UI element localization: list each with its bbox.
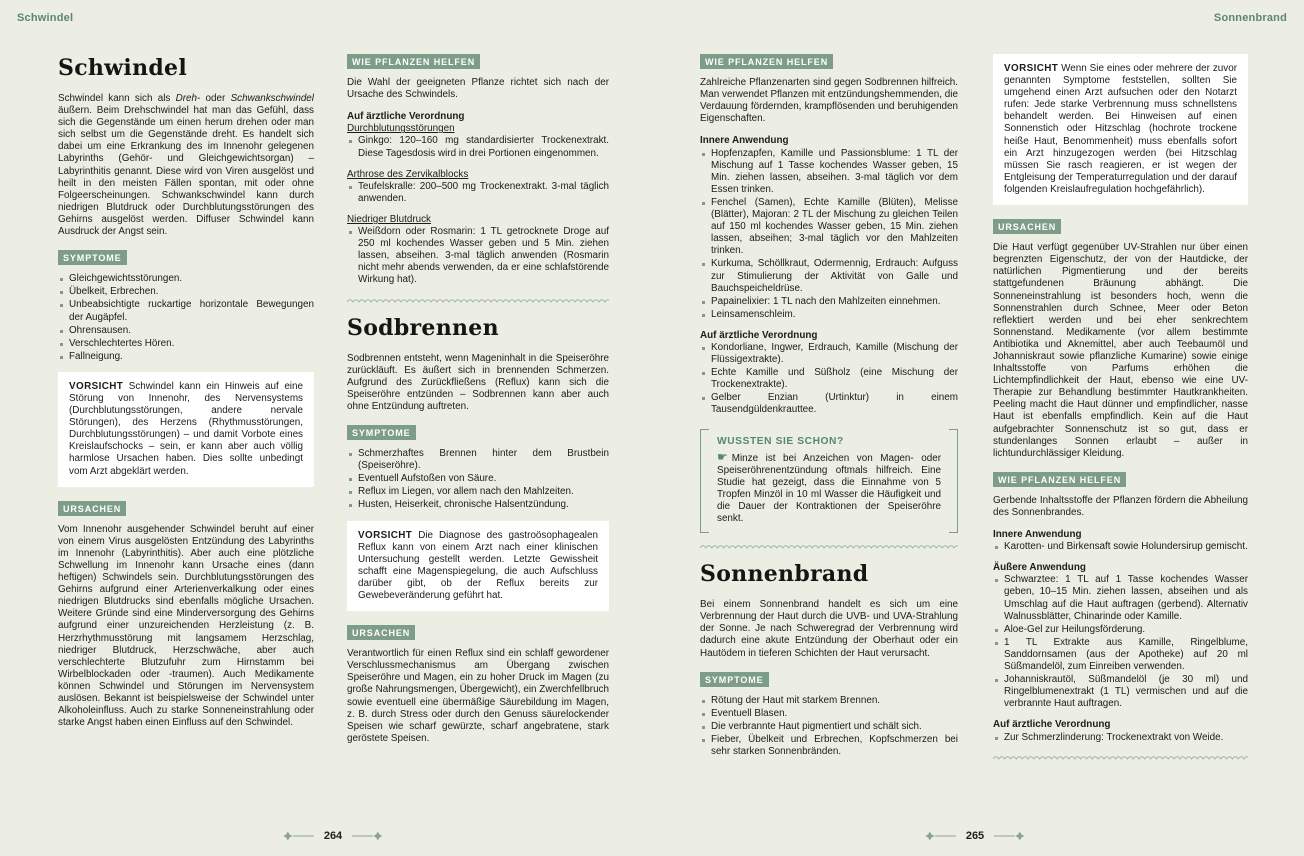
column-sonnenbrand-2	[993, 52, 1248, 812]
section-label-ursachen: URSACHEN	[993, 219, 1061, 234]
manicule-icon: ☛	[717, 449, 728, 464]
footer-ornament-icon	[283, 831, 315, 841]
caution-label: VORSICHT	[358, 529, 413, 541]
list-item: Schmerzhaftes Brennen hinter dem Brustbein (Speiseröhre).	[347, 448, 609, 472]
caution-label: VORSICHT	[1004, 63, 1059, 74]
running-head-right: Sonnenbrand	[1213, 12, 1287, 24]
section-label-wie-pflanzen-helfen: WIE PFLANZEN HELFEN	[993, 472, 1126, 487]
list-item: Hopfenzapfen, Kamille und Passionsblume: 1 TL der Mischung auf 1 Tasse kochendes Wasser geben, 15 Min. ziehen lassen, abseihen. 3-mal täglich vor dem Essen trinken.	[700, 148, 958, 196]
list-item: Gelber Enzian (Urtinktur) in einem Tausendgüldenkrauttee.	[700, 392, 958, 416]
page-footer-right	[925, 830, 1025, 842]
caution-label: VORSICHT	[69, 380, 124, 392]
sodbrennen-intro: Sodbrennen entsteht, wenn Mageninhalt in die Speiseröhre zurückläuft. Es äußert sich in brennenden Schmerzen. Aufgrund des Zurückfließens (Reflux) kann sich die Speiseröhre entzünden – Sodbrennen kann aber auch ohne Entzündung auftreten.	[347, 352, 609, 412]
wavy-divider	[347, 297, 609, 304]
remedy-list	[347, 226, 609, 286]
list-item: Weißdorn oder Rosmarin: 1 TL getrocknete Droge auf 250 ml kochendes Wasser geben und 5 Min. ziehen lassen, abseihen. 3-mal täglich anwenden (Rosmarin nicht mehr abends verwenden, da er eine schlafstörende Wirkung hat).	[347, 226, 609, 286]
intro-italic-schwank: Schwankschwindel	[230, 93, 314, 104]
list-item: Aloe-Gel zur Heilungsförderung.	[993, 624, 1248, 636]
list-item: Schwarztee: 1 TL auf 1 Tasse kochendes Wasser geben, 10–15 Min. ziehen lassen, abseihen und als Umschlag auf die Haut auftragen (gerbend). Alternativ Walnussblätter, Chinarinde oder Kamille.	[993, 574, 1248, 622]
column-schwindel-2	[347, 52, 609, 812]
list-item: Rötung der Haut mit starkem Brennen.	[700, 695, 958, 707]
did-you-know-title: WUSSTEN SIE SCHON?	[717, 435, 844, 447]
entry-title-sonnenbrand: Sonnenbrand	[700, 561, 869, 588]
page-number: 264	[323, 830, 343, 842]
list-item: Verschlechtertes Hören.	[58, 338, 314, 350]
sonnenbrand-intro: Bei einem Sonnenbrand handelt es sich um eine Verbrennung der Haut durch die UVB- und UVA-Strahlung der Sonne. Je nach Schweregrad der Verbrennung wird dadurch eine akute Entzündung der Oberhaut oder ein Hautödem in tieferen Schichten der Haut verursacht.	[700, 599, 958, 659]
list-item: 1 TL Extrakte aus Kamille, Ringelblume, Sanddornsamen (aus der Apotheke) auf 20 ml Süßmandelöl, zum Einreiben verwenden.	[993, 637, 1248, 673]
pflanzen-intro: Die Wahl der geeigneten Pflanze richtet sich nach der Ursache des Schwindels.	[347, 77, 609, 101]
column-sodbrennen-pflanzen	[700, 52, 958, 812]
list-item: Kondorliane, Ingwer, Erdrauch, Kamille (Mischung der Flüssigextrakte).	[700, 342, 958, 366]
ursachen-text: Die Haut verfügt gegenüber UV-Strahlen nur über einen begrenzten Eigenschutz, der von der Hautdicke, der natürlichen Pigmentierung und der bereits stattgefundenen Bräunung abhängt. Die Sonneneinstrahlung ist besonders hoch, wenn die Sonnenstrahlen durch Schnee, Meer oder Beton reflektiert werden und bei eher senkrechtem Sonnenstand. Medikamente (vor allem bestimmte Antibiotika und Aknemittel, aber auch Teebaumöl und Johanniskraut sowie pflanzliche Kumarine) sowie einige Inhaltsstoffe von Parfums erhöhen die Lichtempfindlichkeit der Haut, ebenso wie eine UV-Therapie zur Behandlung bestimmter Hautkrankheiten. Peeling macht die Haut dünner und empfindlicher, nasse Haut ist ebenfalls empfindlich. Kein auf die Haut aufgebrachter Sonnenschutz ist so gut, dass er stundenlanges Sonnen erlaubt – außer in lichtundurchlässiger Kleidung.	[993, 242, 1248, 459]
did-you-know-box	[700, 429, 958, 534]
section-label-symptome: SYMPTOME	[58, 250, 127, 265]
intro-text: äußern. Beim Drehschwindel hat man das Gefühl, dass sich die Gegenstände um einen herum drehen oder man sich selbst um die Gegenstände dreht. Es handelt sich dabei um eine Erkrankung des im Innenohr gelegenen Labyrinths (Gehör- und Gleichgewichtsorgan) – Labyrinthitis genannt. Diese wird von Viren ausgelöst und heilt in den meisten Fällen spontan, mit oder ohne Folgeerscheinungen. Schwankschwindel kann durch niedrigen Blutdruck oder Durchblutungsstörungen des Gehirns ausgelöst werden. Diffuser Schwindel kann Ausdruck der Angst sein.	[58, 105, 314, 238]
remedy-list	[347, 135, 609, 159]
list-item: Papainelixier: 1 TL nach den Mahlzeiten einnehmen.	[700, 296, 958, 308]
symptome-list	[700, 695, 958, 758]
caution-text: Wenn Sie eines oder mehrere der zuvor genannten Symptome feststellen, sollten Sie umgehend einen Arzt aufsuchen oder den Notarzt rufen: Jede starke Verbrennung muss schnellstens behandelt werden. Bei Hinweisen auf einen Sonnenstich oder Hitzschlag (hochrote trockene heiße Haut, Benommenheit) muss ebenfalls sofort ein Arzt hinzugezogen werden (bei Hitzschlag müssen Sie rasch reagieren, er ist wegen der Entgleisung der Temperaturregulation und der darauf folgenden Kreislaufregulation hochgefährlich).	[1004, 63, 1237, 195]
section-label-wie-pflanzen-helfen: WIE PFLANZEN HELFEN	[700, 54, 833, 69]
list-item: Husten, Heiserkeit, chronische Halsentzündung.	[347, 499, 609, 511]
subhead-verordnung: Auf ärztliche Verordnung	[993, 719, 1111, 731]
did-you-know-text	[717, 451, 941, 526]
section-label-ursachen: URSACHEN	[347, 625, 415, 640]
intro-italic-dreh: Dreh-	[175, 93, 201, 104]
ursachen-text: Verantwortlich für einen Reflux sind ein schlaff gewordener Verschlussmechanismus am Übergang zwischen Speiseröhre und Magen, ein zu hoher Druck im Magen (zu große Nahrungsmengen, Übergewicht), ein Zwerchfellbruch sowie eventuell eine übermäßige Säurebildung im Magen, z. B. durch Stress oder durch den Genuss säurelockender Speisen wie scharf gewürzte, scharf angebratene, stark geröstete Speisen.	[347, 648, 609, 744]
pflanzen-intro: Zahlreiche Pflanzenarten sind gegen Sodbrennen hilfreich. Man verwendet Pflanzen mit entzündungshemmenden, die Verdauung fördernden, krampflösenden und beruhigenden Eigenschaften.	[700, 77, 958, 125]
list-item: Karotten- und Birkensaft sowie Holundersirup gemischt.	[993, 541, 1248, 553]
intro-text: Schwindel kann sich als	[58, 93, 176, 104]
list-item: Ginkgo: 120–160 mg standardisierter Trockenextrakt. Diese Tagesdosis wird in drei Portionen eingenommen.	[347, 135, 609, 159]
list-item: Ohrensausen.	[58, 325, 314, 337]
remedy-list	[347, 181, 609, 205]
list-item: Eventuell Aufstoßen von Säure.	[347, 473, 609, 485]
condition-blutdruck: Niedriger Blutdruck	[347, 213, 431, 225]
intro-text: oder	[200, 93, 231, 104]
pflanzen-intro: Gerbende Inhaltsstoffe der Pflanzen fördern die Abheilung des Sonnenbrandes.	[993, 494, 1248, 518]
remedy-list	[993, 541, 1248, 553]
wavy-divider	[993, 754, 1248, 761]
footer-ornament-icon	[351, 831, 383, 841]
list-item: Fieber, Übelkeit und Erbrechen, Kopfschmerzen bei sehr starken Sonnenbränden.	[700, 734, 958, 758]
column-schwindel-1	[58, 52, 314, 812]
page-number: 265	[965, 830, 985, 842]
symptome-list	[347, 448, 609, 511]
list-item: Reflux im Liegen, vor allem nach den Mahlzeiten.	[347, 486, 609, 498]
list-item: Zur Schmerzlinderung: Trockenextrakt von Weide.	[993, 732, 1248, 744]
caution-box	[58, 372, 314, 487]
page-footer-left	[283, 830, 383, 842]
running-head-left: Schwindel	[17, 12, 74, 24]
remedy-list	[993, 732, 1248, 744]
subhead-aeussere-anwendung: Äußere Anwendung	[993, 562, 1086, 574]
list-item: Eventuell Blasen.	[700, 708, 958, 720]
remedy-list	[993, 574, 1248, 710]
remedy-list	[700, 342, 958, 417]
subhead-innere-anwendung: Innere Anwendung	[993, 529, 1082, 541]
list-item: Leinsamenschleim.	[700, 309, 958, 321]
entry-title-sodbrennen: Sodbrennen	[347, 314, 499, 341]
wavy-divider	[700, 543, 958, 550]
list-item: Unbeabsichtigte ruckartige horizontale Bewegungen der Augäpfel.	[58, 299, 314, 323]
footer-ornament-icon	[925, 831, 957, 841]
caution-text: Die Diagnose des gastroösophagealen Reflux kann von einem Arzt nach einer klinischen Untersuchung gestellt werden. Letzte Gewissheit schafft eine Magenspiegelung, die auch Aufschluss darüber gibt, ob der Reflux bereits zur Gewebeveränderung geführt hat.	[358, 529, 598, 601]
subhead-verordnung: Auf ärztliche Verordnung	[347, 111, 465, 123]
schwindel-intro	[58, 93, 314, 238]
entry-title-schwindel: Schwindel	[58, 55, 188, 81]
list-item: Fallneigung.	[58, 351, 314, 363]
section-label-wie-pflanzen-helfen: WIE PFLANZEN HELFEN	[347, 54, 480, 69]
list-item: Die verbrannte Haut pigmentiert und schält sich.	[700, 721, 958, 733]
subhead-verordnung: Auf ärztliche Verordnung	[700, 329, 818, 341]
condition-durchblutung: Durchblutungsstörungen	[347, 123, 455, 135]
section-label-symptome: SYMPTOME	[700, 672, 769, 687]
caution-box	[993, 54, 1248, 205]
list-item: Übelkeit, Erbrechen.	[58, 286, 314, 298]
section-label-ursachen: URSACHEN	[58, 501, 126, 516]
caution-text: Schwindel kann ein Hinweis auf eine Störung von Innenohr, des Nervensystems (Durchblutungsstörungen, andere nervale Störungen), des Herzens (Rhythmusstörungen, Durchblutungsstörungen) – und damit Vorbote eines Kreislaufschocks – sein, er kann aber auch völlig harmlose Ursachen haben. Dies sollte unbedingt vom Arzt abgeklärt werden.	[69, 380, 303, 477]
footer-ornament-icon	[993, 831, 1025, 841]
list-item: Johanniskrautöl, Süßmandelöl (je 30 ml) und Ringelblumenextrakt (1 TL) vermischen und auf die verbrannte Haut auftragen.	[993, 674, 1248, 710]
list-item: Gleichgewichtsstörungen.	[58, 273, 314, 285]
list-item: Teufelskralle: 200–500 mg Trockenextrakt. 3-mal täglich anwenden.	[347, 181, 609, 205]
symptome-list	[58, 273, 314, 363]
caution-box	[347, 521, 609, 612]
bracket-left	[700, 429, 709, 534]
condition-arthrose: Arthrose des Zervikalblocks	[347, 168, 469, 180]
ursachen-text: Vom Innenohr ausgehender Schwindel beruht auf einer von einem Virus ausgelösten Entzündung des Labyrinths im Innenohr (Labyrinthitis). Aber auch eine plötzliche Schwellung im Innenohr kann Ursache eines (dann heftigen) Schwindels sein. Durchblutungsstörungen des Gehirns aufgrund einer Arterienverkalkung oder eines niedrigen Blutdrucks sind ebenfalls mögliche Ursachen. Weitere Gründe sind eine Minderversorgung des Gehirns aufgrund einer unzureichenden Herzleistung (z. B. Herzrhythmusstörung mit langsamem Herzschlag, niedriger Blutdruck, Herzschwäche, aber auch verschlechterte Blutzufuhr zum Hirnstamm bei Wirbelblockaden oder -traumen). Auch Medikamente können Schwindel und Störungen im Nervensystem auslösen. Bekannt ist beispielsweise der Schwindel unter Alkoholeinfluss. Auch zu starke Sonneneinstrahlung oder starke Angst haben einen Einfluss auf den Schwindel.	[58, 523, 314, 729]
list-item: Kurkuma, Schöllkraut, Odermennig, Erdrauch: Aufguss zur Stimulierung der Aktivität von Galle und Bauchspeicheldrüse.	[700, 258, 958, 294]
list-item: Fenchel (Samen), Echte Kamille (Blüten), Melisse (Blätter), Majoran: 2 TL der Mischung zu gleichen Teilen auf 150 ml kochendes Wasser geben, 15 Min. ziehen lassen, abseihen; 3-mal täglich vor den Mahlzeiten trinken.	[700, 197, 958, 257]
section-label-symptome: SYMPTOME	[347, 425, 416, 440]
remedy-list	[700, 148, 958, 321]
did-you-know-body: Minze ist bei Anzeichen von Magen- oder Speiseröhrenentzündung oftmals hilfreich. Eine Studie hat gezeigt, dass die Einnahme von 5 Tropfen Minzöl in 10 ml Wasser die Häufigkeit und die Dauer der Kontraktionen der Speiseröhre senkt.	[717, 452, 941, 525]
bracket-right	[949, 429, 958, 534]
subhead-innere-anwendung: Innere Anwendung	[700, 135, 789, 147]
list-item: Echte Kamille und Süßholz (eine Mischung der Trockenextrakte).	[700, 367, 958, 391]
